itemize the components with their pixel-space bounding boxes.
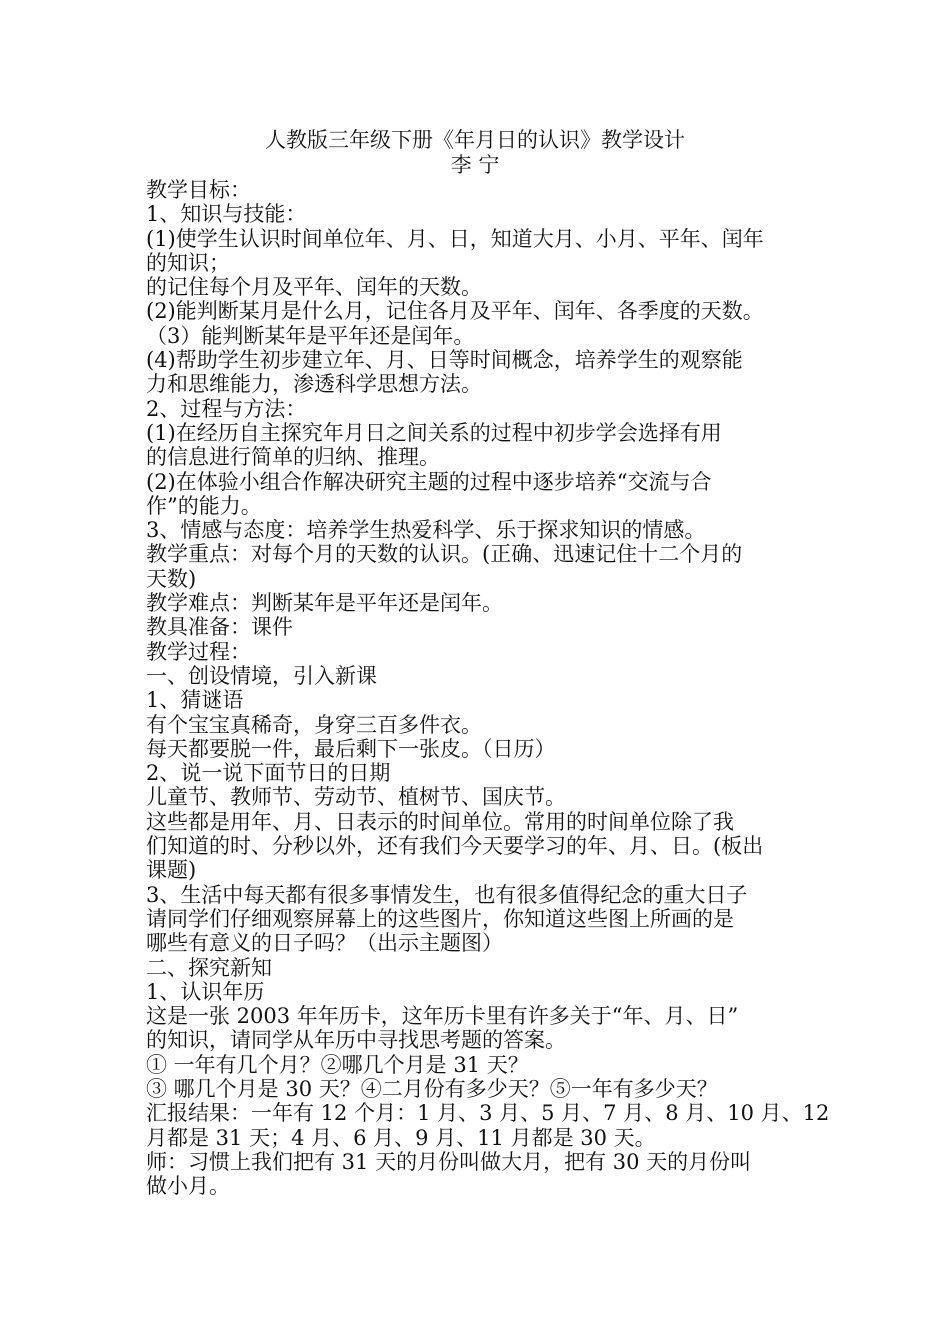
text-line: 有个宝宝真稀奇，身穿三百多件衣。 [146,712,482,737]
text-line: 教学难点：判断某年是平年还是闰年。 [146,591,503,616]
text-line: 的知识，请同学从年历中寻找思考题的答案。 [146,1028,566,1053]
text-line: (2)在体验小组合作解决研究主题的过程中逐步培养“交流与合 [146,469,712,494]
text-line: 的信息进行简单的归纳、推理。 [146,445,440,470]
text-line: 1、认识年历 [146,979,265,1004]
text-line: 这些都是用年、月、日表示的时间单位。常用的时间单位除了我 [146,809,734,834]
text-line: (4)帮助学生初步建立年、月、日等时间概念，培养学生的观察能 [146,348,743,373]
text-line: ① 一年有几个月？②哪几个月是 31 天？ [146,1052,529,1077]
text-line: 3、情感与态度：培养学生热爱科学、乐于探求知识的情感。 [146,518,706,543]
text-line: 的记住每个月及平年、闰年的天数。 [146,275,482,300]
text-line: ③ 哪几个月是 30 天？④二月份有多少天？⑤一年有多少天？ [146,1076,718,1101]
text-line: 这是一张 2003 年年历卡，这年历卡里有许多关于“年、月、日” [146,1004,739,1029]
text-line: 力和思维能力，渗透科学思想方法。 [146,372,482,397]
text-line: 儿童节、教师节、劳动节、植树节、国庆节。 [146,785,566,810]
document-author: 李 宁 [450,153,500,177]
text-line: 每天都要脱一件，最后剩下一张皮。（日历） [146,736,556,761]
document-title: 人教版三年级下册《年月日的认识》教学设计 [265,128,685,152]
text-line: 请同学们仔细观察屏幕上的这些图片，你知道这些图上所画的是 [146,906,734,931]
text-line: 月都是 31 天；4 月、6 月、9 月、11 月都是 30 天。 [146,1125,656,1150]
text-line: 教学过程： [146,639,251,664]
text-line: 课题) [146,858,197,883]
text-line: (2)能判断某月是什么月，记住各月及平年、闰年、各季度的天数。 [146,299,764,324]
text-line: 的知识； [146,250,230,275]
text-line: 教学重点：对每个月的天数的认识。(正确、迅速记住十二个月的 [146,542,743,567]
text-line: 教具准备：课件 [146,615,293,640]
text-line: 1、猜谜语 [146,688,244,713]
text-line: 1、知识与技能： [146,202,307,227]
text-line: 师：习惯上我们把有 31 天的月份叫做大月，把有 30 天的月份叫 [146,1149,752,1174]
text-line: 3、生活中每天都有很多事情发生，也有很多值得纪念的重大日子 [146,882,748,907]
text-line: 2、过程与方法： [146,396,307,421]
text-line: (1)使学生认识时间单位年、月、日，知道大月、小月、平年、闰年 [146,226,764,251]
text-line: (1)在经历自主探究年月日之间关系的过程中初步学会选择有用 [146,420,722,445]
text-line: 教学目标： [146,178,251,202]
document-body [146,178,830,1199]
text-line: 们知道的时、分秒以外，还有我们今天要学习的年、月、日。(板出 [146,834,764,859]
text-line: 作”的能力。 [146,493,262,518]
text-line: 一、创设情境，引入新课 [146,663,377,688]
text-line: 2、说一说下面节日的日期 [146,761,391,786]
text-line: 天数) [146,566,197,591]
text-line: 汇报结果：一年有 12 个月：1 月、3 月、5 月、7 月、8 月、10 月、12 [146,1101,830,1126]
text-line: （3）能判断某年是平年还是闰年。 [146,323,475,348]
text-line: 做小月。 [146,1174,230,1199]
text-line: 哪些有意义的日子吗？（出示主题图） [146,931,503,956]
text-line: 二、探究新知 [146,955,272,980]
